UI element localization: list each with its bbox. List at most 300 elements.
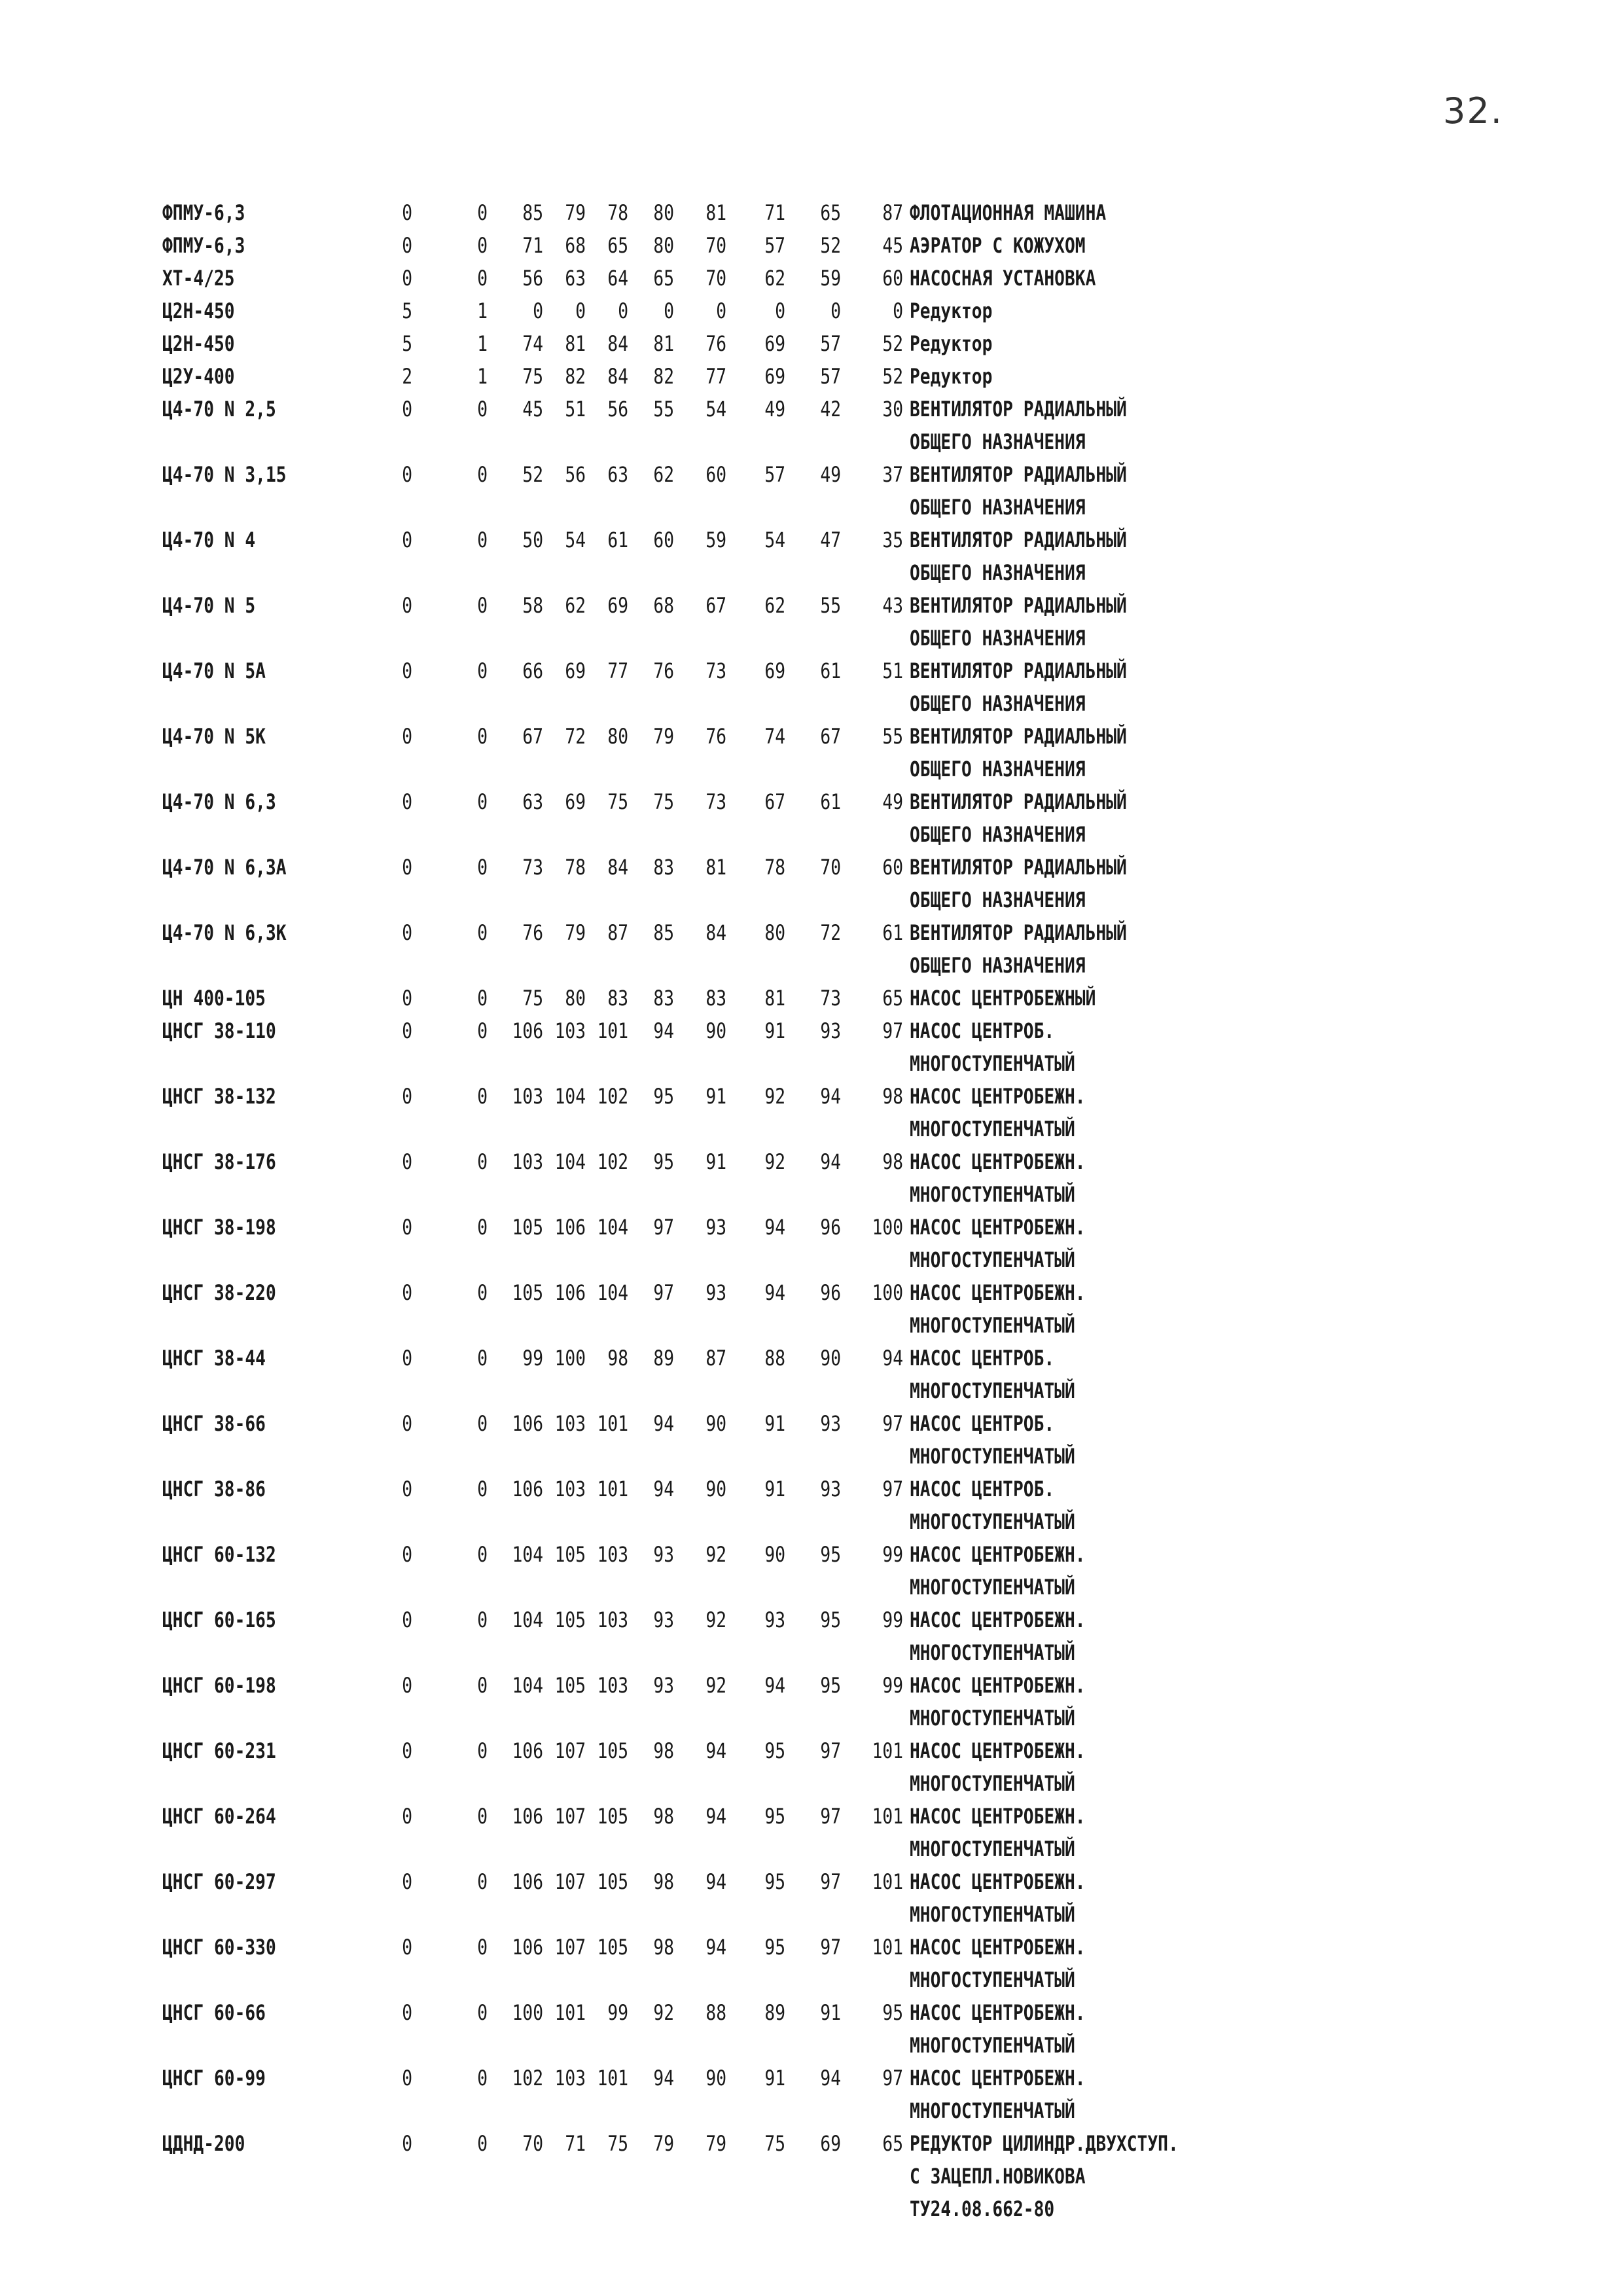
value-cell: 81: [705, 855, 726, 880]
value-cell: 0: [477, 789, 488, 814]
value-cell: 52: [522, 462, 543, 487]
listing-row: [0, 1538, 1623, 1604]
equipment-model: ЦНСГ 60-99: [162, 2066, 266, 2090]
equipment-description: ВЕНТИЛЯТОР РАДИАЛЬНЫЙ ОБЩЕГО НАЗНАЧЕНИЯ: [910, 658, 1127, 716]
value-cell: 56: [522, 266, 543, 291]
equipment-description: НАСОС ЦЕНТРОБ. МНОГОСТУПЕНЧАТЫЙ: [910, 1346, 1075, 1403]
value-cell: 80: [607, 724, 628, 749]
value-cell: 43: [882, 593, 903, 618]
value-cell: 106: [512, 1869, 543, 1894]
value-cell: 0: [477, 1018, 488, 1043]
value-cell: 101: [597, 1477, 628, 1501]
value-cell: 72: [820, 920, 841, 945]
value-cell: 100: [554, 1346, 586, 1371]
value-cell: 106: [512, 1738, 543, 1763]
value-cell: 0: [477, 1477, 488, 1501]
listing-row: [0, 295, 1623, 327]
value-cell: 106: [512, 1018, 543, 1043]
value-cell: 69: [764, 364, 785, 389]
value-cell: 45: [882, 233, 903, 258]
value-cell: 101: [597, 2066, 628, 2090]
value-cell: 0: [402, 2000, 412, 2025]
value-cell: 101: [597, 1018, 628, 1043]
value-cell: 55: [653, 397, 674, 422]
value-cell: 105: [554, 1607, 586, 1632]
value-cell: 56: [565, 462, 586, 487]
value-cell: 0: [402, 1542, 412, 1567]
value-cell: 35: [882, 528, 903, 552]
value-cell: 101: [597, 1411, 628, 1436]
equipment-model: ЦНСГ 60-165: [162, 1607, 276, 1632]
value-cell: 94: [653, 1477, 674, 1501]
equipment-model: Ц4-70 N 6,3К: [162, 920, 287, 945]
equipment-model: Ц4-70 N 4: [162, 528, 256, 552]
value-cell: 0: [402, 266, 412, 291]
value-cell: 0: [402, 658, 412, 683]
equipment-model: Ц4-70 N 2,5: [162, 397, 276, 422]
value-cell: 66: [522, 658, 543, 683]
value-cell: 0: [477, 593, 488, 618]
value-cell: 104: [512, 1607, 543, 1632]
value-cell: 95: [653, 1084, 674, 1109]
listing-row: [0, 1211, 1623, 1276]
value-cell: 0: [893, 298, 903, 323]
value-cell: 70: [522, 2131, 543, 2156]
value-cell: 90: [705, 1477, 726, 1501]
value-cell: 81: [705, 200, 726, 225]
equipment-description: НАСОСНАЯ УСТАНОВКА: [910, 266, 1096, 291]
value-cell: 57: [820, 331, 841, 356]
value-cell: 106: [554, 1280, 586, 1305]
value-cell: 98: [653, 1869, 674, 1894]
value-cell: 51: [882, 658, 903, 683]
value-cell: 95: [653, 1149, 674, 1174]
value-cell: 79: [653, 724, 674, 749]
equipment-model: ЦНСГ 60-231: [162, 1738, 276, 1763]
value-cell: 98: [607, 1346, 628, 1371]
equipment-description: НАСОС ЦЕНТРОБЕЖН. МНОГОСТУПЕНЧАТЫЙ: [910, 1149, 1086, 1207]
value-cell: 54: [764, 528, 785, 552]
value-cell: 102: [597, 1084, 628, 1109]
value-cell: 97: [882, 2066, 903, 2090]
value-cell: 61: [882, 920, 903, 945]
value-cell: 94: [653, 1411, 674, 1436]
value-cell: 95: [764, 1869, 785, 1894]
equipment-model: ЦН 400-105: [162, 986, 266, 1011]
value-cell: 0: [477, 920, 488, 945]
value-cell: 0: [477, 2066, 488, 2090]
equipment-model: ЦНСГ 38-198: [162, 1215, 276, 1240]
value-cell: 98: [882, 1084, 903, 1109]
equipment-model: ЦНСГ 60-198: [162, 1673, 276, 1698]
value-cell: 93: [820, 1018, 841, 1043]
value-cell: 52: [882, 331, 903, 356]
value-cell: 0: [402, 233, 412, 258]
value-cell: 98: [882, 1149, 903, 1174]
value-cell: 73: [705, 789, 726, 814]
value-cell: 57: [764, 233, 785, 258]
value-cell: 76: [705, 724, 726, 749]
value-cell: 0: [477, 1738, 488, 1763]
equipment-description: ВЕНТИЛЯТОР РАДИАЛЬНЫЙ ОБЩЕГО НАЗНАЧЕНИЯ: [910, 855, 1127, 912]
value-cell: 103: [554, 1018, 586, 1043]
value-cell: 54: [705, 397, 726, 422]
value-cell: 107: [554, 1738, 586, 1763]
value-cell: 78: [607, 200, 628, 225]
value-cell: 90: [820, 1346, 841, 1371]
value-cell: 93: [820, 1411, 841, 1436]
value-cell: 0: [402, 462, 412, 487]
equipment-model: Ц4-70 N 5К: [162, 724, 266, 749]
value-cell: 95: [820, 1673, 841, 1698]
value-cell: 104: [597, 1280, 628, 1305]
value-cell: 85: [653, 920, 674, 945]
value-cell: 101: [872, 1869, 903, 1894]
value-cell: 94: [705, 1869, 726, 1894]
value-cell: 106: [512, 1804, 543, 1829]
value-cell: 5: [402, 298, 412, 323]
equipment-description: НАСОС ЦЕНТРОБЕЖН. МНОГОСТУПЕНЧАТЫЙ: [910, 1215, 1086, 1272]
value-cell: 0: [402, 789, 412, 814]
value-cell: 95: [764, 1738, 785, 1763]
value-cell: 83: [607, 986, 628, 1011]
value-cell: 105: [512, 1215, 543, 1240]
listing-row: [0, 1473, 1623, 1538]
value-cell: 75: [522, 986, 543, 1011]
value-cell: 91: [764, 1477, 785, 1501]
value-cell: 103: [512, 1084, 543, 1109]
value-cell: 90: [705, 1018, 726, 1043]
value-cell: 80: [565, 986, 586, 1011]
value-cell: 82: [653, 364, 674, 389]
value-cell: 0: [402, 1869, 412, 1894]
value-cell: 94: [764, 1673, 785, 1698]
value-cell: 103: [554, 1411, 586, 1436]
value-cell: 93: [653, 1673, 674, 1698]
value-cell: 104: [512, 1542, 543, 1567]
equipment-model: Ц4-70 N 3,15: [162, 462, 287, 487]
value-cell: 76: [705, 331, 726, 356]
equipment-description: НАСОС ЦЕНТРОБЕЖН. МНОГОСТУПЕНЧАТЫЙ: [910, 2066, 1086, 2123]
equipment-model: XT-4/25: [162, 266, 235, 291]
equipment-description: НАСОС ЦЕНТРОБЕЖН. МНОГОСТУПЕНЧАТЫЙ: [910, 1673, 1086, 1731]
value-cell: 0: [477, 1673, 488, 1698]
value-cell: 103: [512, 1149, 543, 1174]
value-cell: 97: [882, 1411, 903, 1436]
listing-row: [0, 1931, 1623, 1996]
equipment-model: ЦНСГ 38-66: [162, 1411, 266, 1436]
value-cell: 75: [607, 2131, 628, 2156]
value-cell: 92: [705, 1542, 726, 1567]
value-cell: 0: [402, 1804, 412, 1829]
value-cell: 50: [522, 528, 543, 552]
value-cell: 90: [705, 1411, 726, 1436]
value-cell: 49: [882, 789, 903, 814]
value-cell: 67: [820, 724, 841, 749]
listing-row: [0, 916, 1623, 982]
value-cell: 100: [872, 1280, 903, 1305]
value-cell: 69: [764, 331, 785, 356]
value-cell: 104: [554, 1084, 586, 1109]
listing-row: [0, 589, 1623, 655]
value-cell: 52: [882, 364, 903, 389]
equipment-model: Ц4-70 N 6,3А: [162, 855, 287, 880]
value-cell: 42: [820, 397, 841, 422]
value-cell: 104: [512, 1673, 543, 1698]
value-cell: 78: [565, 855, 586, 880]
value-cell: 96: [820, 1280, 841, 1305]
equipment-description: ВЕНТИЛЯТОР РАДИАЛЬНЫЙ ОБЩЕГО НАЗНАЧЕНИЯ: [910, 462, 1127, 520]
value-cell: 98: [653, 1804, 674, 1829]
equipment-model: Ц2Н-450: [162, 331, 235, 356]
value-cell: 91: [705, 1149, 726, 1174]
equipment-description: ВЕНТИЛЯТОР РАДИАЛЬНЫЙ ОБЩЕГО НАЗНАЧЕНИЯ: [910, 724, 1127, 781]
value-cell: 0: [402, 1935, 412, 1960]
value-cell: 0: [402, 1149, 412, 1174]
value-cell: 106: [512, 1477, 543, 1501]
equipment-description: АЭРАТОР С КОЖУХОМ: [910, 233, 1086, 258]
value-cell: 84: [607, 331, 628, 356]
value-cell: 93: [653, 1607, 674, 1632]
value-cell: 0: [477, 200, 488, 225]
value-cell: 99: [607, 2000, 628, 2025]
value-cell: 0: [477, 462, 488, 487]
value-cell: 60: [882, 855, 903, 880]
value-cell: 93: [653, 1542, 674, 1567]
equipment-description: НАСОС ЦЕНТРОБЕЖН. МНОГОСТУПЕНЧАТЫЙ: [910, 2000, 1086, 2058]
value-cell: 0: [477, 1084, 488, 1109]
equipment-model: ФПМУ-6,3: [162, 233, 245, 258]
value-cell: 76: [522, 920, 543, 945]
value-cell: 0: [664, 298, 674, 323]
value-cell: 0: [575, 298, 586, 323]
value-cell: 95: [820, 1542, 841, 1567]
value-cell: 54: [565, 528, 586, 552]
value-cell: 73: [820, 986, 841, 1011]
value-cell: 94: [820, 1149, 841, 1174]
value-cell: 92: [764, 1084, 785, 1109]
value-cell: 0: [477, 1149, 488, 1174]
equipment-model: ЦНСГ 38-110: [162, 1018, 276, 1043]
value-cell: 91: [820, 2000, 841, 2025]
value-cell: 87: [705, 1346, 726, 1371]
equipment-model: ЦНСГ 60-264: [162, 1804, 276, 1829]
equipment-description: НАСОС ЦЕНТРОБЕЖН. МНОГОСТУПЕНЧАТЫЙ: [910, 1935, 1086, 1992]
equipment-model: ЦНСГ 38-220: [162, 1280, 276, 1305]
value-cell: 0: [402, 528, 412, 552]
equipment-model: ЦНСГ 38-132: [162, 1084, 276, 1109]
value-cell: 1: [477, 298, 488, 323]
equipment-model: ЦДНД-200: [162, 2131, 245, 2156]
value-cell: 0: [402, 1280, 412, 1305]
value-cell: 1: [477, 364, 488, 389]
value-cell: 69: [607, 593, 628, 618]
value-cell: 0: [402, 397, 412, 422]
value-cell: 1: [477, 331, 488, 356]
equipment-model: ЦНСГ 38-176: [162, 1149, 276, 1174]
value-cell: 94: [705, 1935, 726, 1960]
page-number: 32.: [1443, 90, 1503, 132]
value-cell: 57: [820, 364, 841, 389]
value-cell: 101: [554, 2000, 586, 2025]
listing-row: [0, 1865, 1623, 1931]
value-cell: 0: [477, 397, 488, 422]
listing-row: [0, 655, 1623, 720]
value-cell: 0: [477, 724, 488, 749]
equipment-description: НАСОС ЦЕНТРОБЕЖН. МНОГОСТУПЕНЧАТЫЙ: [910, 1869, 1086, 1927]
value-cell: 85: [522, 200, 543, 225]
listing-row: [0, 2127, 1623, 2221]
listing-row: [0, 1734, 1623, 1800]
value-cell: 2: [402, 364, 412, 389]
value-cell: 51: [565, 397, 586, 422]
value-cell: 83: [653, 855, 674, 880]
value-cell: 0: [402, 1607, 412, 1632]
value-cell: 83: [705, 986, 726, 1011]
value-cell: 99: [882, 1673, 903, 1698]
value-cell: 100: [512, 2000, 543, 2025]
listing-row: [0, 393, 1623, 458]
equipment-description: ВЕНТИЛЯТОР РАДИАЛЬНЫЙ ОБЩЕГО НАЗНАЧЕНИЯ: [910, 593, 1127, 651]
listing-row: [0, 229, 1623, 262]
value-cell: 45: [522, 397, 543, 422]
value-cell: 0: [402, 593, 412, 618]
value-cell: 93: [705, 1280, 726, 1305]
listing-row: [0, 524, 1623, 589]
value-cell: 84: [705, 920, 726, 945]
value-cell: 59: [820, 266, 841, 291]
value-cell: 68: [565, 233, 586, 258]
listing-row: [0, 1145, 1623, 1211]
value-cell: 61: [820, 658, 841, 683]
equipment-description: ВЕНТИЛЯТОР РАДИАЛЬНЫЙ ОБЩЕГО НАЗНАЧЕНИЯ: [910, 789, 1127, 847]
value-cell: 0: [477, 1935, 488, 1960]
value-cell: 62: [653, 462, 674, 487]
value-cell: 69: [565, 658, 586, 683]
value-cell: 71: [565, 2131, 586, 2156]
listing-row: [0, 1800, 1623, 1865]
value-cell: 94: [820, 1084, 841, 1109]
value-cell: 62: [565, 593, 586, 618]
equipment-model: ЦНСГ 60-297: [162, 1869, 276, 1894]
value-cell: 30: [882, 397, 903, 422]
equipment-model: ЦНСГ 38-44: [162, 1346, 266, 1371]
value-cell: 60: [653, 528, 674, 552]
value-cell: 107: [554, 1935, 586, 1960]
value-cell: 94: [764, 1215, 785, 1240]
value-cell: 92: [705, 1607, 726, 1632]
value-cell: 105: [597, 1935, 628, 1960]
value-cell: 61: [607, 528, 628, 552]
value-cell: 58: [522, 593, 543, 618]
value-cell: 37: [882, 462, 903, 487]
value-cell: 65: [607, 233, 628, 258]
value-cell: 73: [522, 855, 543, 880]
equipment-model: ФПМУ-6,3: [162, 200, 245, 225]
value-cell: 0: [402, 1018, 412, 1043]
value-cell: 105: [597, 1738, 628, 1763]
value-cell: 0: [477, 2000, 488, 2025]
value-cell: 67: [705, 593, 726, 618]
value-cell: 67: [764, 789, 785, 814]
value-cell: 101: [872, 1738, 903, 1763]
value-cell: 75: [607, 789, 628, 814]
value-cell: 94: [764, 1280, 785, 1305]
value-cell: 92: [705, 1673, 726, 1698]
value-cell: 68: [653, 593, 674, 618]
value-cell: 99: [522, 1346, 543, 1371]
value-cell: 0: [716, 298, 726, 323]
value-cell: 55: [820, 593, 841, 618]
listing-row: [0, 1407, 1623, 1473]
equipment-model: ЦНСГ 60-330: [162, 1935, 276, 1960]
value-cell: 55: [882, 724, 903, 749]
value-cell: 63: [607, 462, 628, 487]
value-cell: 64: [607, 266, 628, 291]
value-cell: 95: [764, 1804, 785, 1829]
equipment-description: Редуктор: [910, 298, 993, 323]
value-cell: 93: [705, 1215, 726, 1240]
value-cell: 65: [882, 2131, 903, 2156]
value-cell: 105: [597, 1804, 628, 1829]
value-cell: 105: [554, 1673, 586, 1698]
value-cell: 63: [522, 789, 543, 814]
value-cell: 49: [764, 397, 785, 422]
value-cell: 97: [820, 1869, 841, 1894]
equipment-model: ЦНСГ 60-66: [162, 2000, 266, 2025]
equipment-model: Ц4-70 N 5А: [162, 658, 266, 683]
value-cell: 75: [522, 364, 543, 389]
value-cell: 97: [882, 1018, 903, 1043]
value-cell: 98: [653, 1738, 674, 1763]
value-cell: 91: [705, 1084, 726, 1109]
value-cell: 103: [597, 1542, 628, 1567]
value-cell: 97: [882, 1477, 903, 1501]
value-cell: 0: [477, 986, 488, 1011]
value-cell: 61: [820, 789, 841, 814]
listing-row: [0, 1014, 1623, 1080]
value-cell: 0: [402, 1673, 412, 1698]
value-cell: 100: [872, 1215, 903, 1240]
value-cell: 0: [477, 528, 488, 552]
value-cell: 70: [820, 855, 841, 880]
value-cell: 57: [764, 462, 785, 487]
listing-row: [0, 262, 1623, 295]
value-cell: 95: [882, 2000, 903, 2025]
value-cell: 62: [764, 266, 785, 291]
value-cell: 79: [565, 200, 586, 225]
equipment-model: Ц4-70 N 5: [162, 593, 256, 618]
equipment-model: Ц4-70 N 6,3: [162, 789, 276, 814]
value-cell: 104: [597, 1215, 628, 1240]
value-cell: 106: [512, 1935, 543, 1960]
value-cell: 70: [705, 233, 726, 258]
value-cell: 0: [477, 1869, 488, 1894]
value-cell: 0: [402, 1738, 412, 1763]
value-cell: 90: [764, 1542, 785, 1567]
listing-row: [0, 851, 1623, 916]
value-cell: 80: [653, 233, 674, 258]
equipment-description: НАСОС ЦЕНТРОБЕЖН. МНОГОСТУПЕНЧАТЫЙ: [910, 1084, 1086, 1141]
listing-row: [0, 720, 1623, 785]
value-cell: 65: [882, 986, 903, 1011]
equipment-model: Ц2Н-450: [162, 298, 235, 323]
value-cell: 77: [607, 658, 628, 683]
equipment-description: ВЕНТИЛЯТОР РАДИАЛЬНЫЙ ОБЩЕГО НАЗНАЧЕНИЯ: [910, 397, 1127, 454]
value-cell: 93: [820, 1477, 841, 1501]
value-cell: 92: [764, 1149, 785, 1174]
value-cell: 76: [653, 658, 674, 683]
